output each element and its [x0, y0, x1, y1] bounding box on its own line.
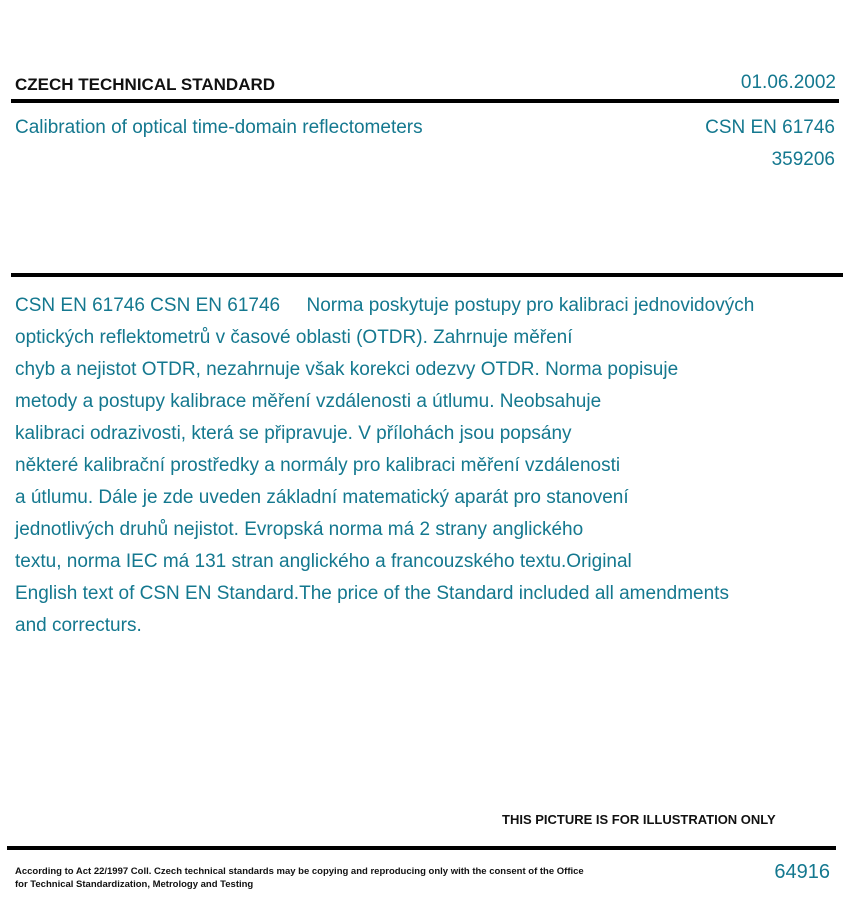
standard-description [15, 290, 865, 642]
description-line: některé kalibrační prostředky a normály pro kalibraci měření vzdálenosti [15, 455, 621, 476]
classification-number: 359206 [771, 149, 835, 170]
description-line: English text of CSN EN Standard.The price of the Standard included all amendments [15, 583, 729, 604]
description-line: kalibraci odrazivosti, která se připravuje. V přílohách jsou popsány [15, 423, 572, 444]
section-divider [11, 273, 843, 277]
standard-code: CSN EN 61746 [705, 117, 835, 138]
illustration-disclaimer: THIS PICTURE IS FOR ILLUSTRATION ONLY [502, 812, 776, 827]
legal-notice-line: According to Act 22/1997 Coll. Czech technical standards may be copying and reproducing only with the consent of the Office [15, 866, 584, 877]
document-type-label: CZECH TECHNICAL STANDARD [15, 75, 276, 94]
description-line: CSN EN 61746 CSN EN 61746 Norma poskytuje postupy pro kalibraci jednovidových [15, 295, 755, 316]
document-number: 64916 [774, 861, 830, 883]
publication-date: 01.06.2002 [740, 72, 836, 93]
description-line: chyb a nejistot OTDR, nezahrnuje však korekci odezvy OTDR. Norma popisuje [15, 359, 679, 380]
description-line: and correcturs. [15, 615, 142, 636]
footer-divider [7, 846, 836, 850]
standard-title: Calibration of optical time-domain reflectometers [15, 117, 423, 138]
legal-notice [15, 865, 584, 891]
description-line: optických reflektometrů v časové oblasti (OTDR). Zahrnuje měření [15, 327, 573, 348]
description-line: textu, norma IEC má 131 stran anglického a francouzského textu.Original [15, 551, 632, 572]
description-line: metody a postupy kalibrace měření vzdálenosti a útlumu. Neobsahuje [15, 391, 602, 412]
header-divider [11, 99, 839, 103]
description-line: jednotlivých druhů nejistot. Evropská norma má 2 strany anglického [15, 519, 584, 540]
description-line: a útlumu. Dále je zde uveden základní matematický aparát pro stanovení [15, 487, 629, 508]
legal-notice-line: for Technical Standardization, Metrology and Testing [15, 879, 254, 890]
